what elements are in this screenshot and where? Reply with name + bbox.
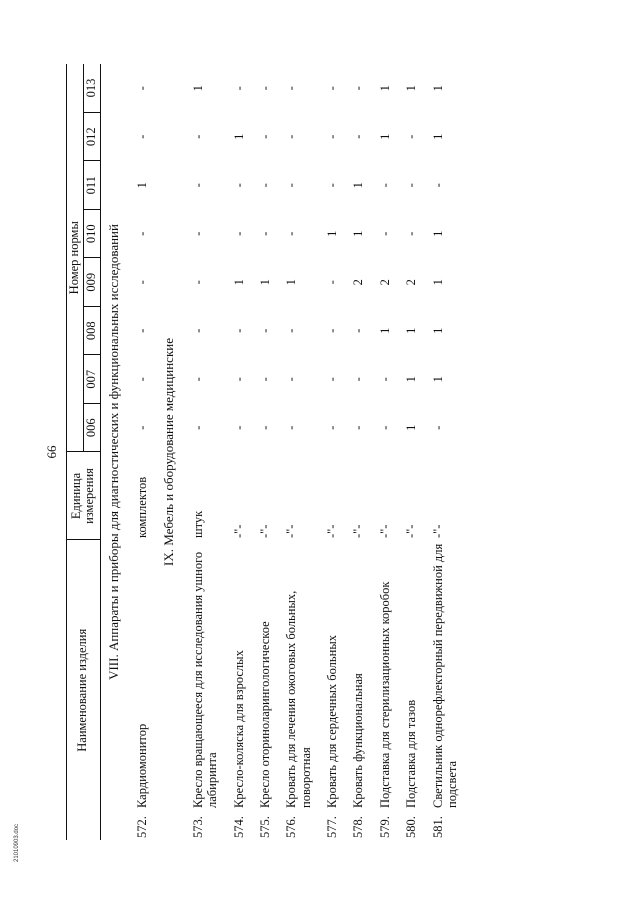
norm-value: 1: [430, 85, 445, 92]
norm-value: -: [284, 134, 299, 139]
norm-value: 1: [377, 327, 392, 334]
norm-value: -: [190, 377, 205, 382]
norm-value: -: [325, 425, 339, 430]
norm-value: -: [377, 425, 392, 430]
table-row: [425, 64, 466, 840]
section-title: IX. Мебель и оборудование медицинские: [160, 338, 176, 566]
norm-value: -: [231, 377, 246, 382]
item-number: 579.: [377, 816, 392, 838]
norm-value: 2: [377, 279, 392, 286]
norm-value: 1: [430, 279, 445, 286]
item-number: 577.: [325, 816, 339, 838]
item-name: Подставка для стерилизационных коробок: [377, 581, 392, 808]
table-row: [252, 64, 278, 840]
table-row: [278, 64, 319, 840]
norm-value: 1: [135, 182, 150, 189]
norm-value: -: [377, 183, 392, 188]
norm-value: 1: [404, 327, 419, 334]
item-name-cell: [372, 540, 398, 840]
norm-value: -: [377, 231, 392, 236]
section-title: VIII. Аппараты и приборы для диагностических и функциональных исследований: [105, 224, 121, 680]
item-unit: -"-: [284, 524, 299, 538]
norm-value: -: [231, 425, 246, 430]
table-row: [319, 64, 345, 840]
norm-value: 1: [351, 230, 366, 237]
item-number: 576.: [284, 816, 299, 838]
item-unit: -"-: [430, 524, 445, 538]
item-unit: -"-: [351, 524, 366, 538]
norm-value: 1: [231, 279, 246, 286]
table-row: [345, 64, 371, 840]
norm-value: -: [404, 183, 419, 188]
norm-value: -: [325, 183, 339, 188]
item-name: Светильник однорефлекторный передвижной для подсвета: [430, 543, 459, 808]
norm-code: 008: [83, 307, 100, 356]
norm-code: 013: [83, 64, 100, 113]
norm-code: 012: [83, 113, 100, 162]
item-number: 572.: [135, 816, 150, 838]
norm-value: 1: [377, 85, 392, 92]
table-row: [372, 64, 398, 840]
item-name-cell: [345, 540, 371, 840]
norm-value: 1: [190, 85, 205, 92]
table-row: [129, 64, 155, 840]
norm-value: -: [430, 425, 445, 430]
table-row: [398, 64, 424, 840]
item-unit: комплектов: [135, 476, 150, 538]
norm-value: 1: [257, 279, 272, 286]
norm-value: 1: [404, 424, 419, 431]
norm-value: -: [257, 183, 272, 188]
norm-value: -: [284, 231, 299, 236]
norm-value: -: [135, 86, 150, 91]
norm-code: 007: [83, 355, 100, 404]
norm-value: -: [190, 183, 205, 188]
norm-value: -: [190, 134, 205, 139]
norm-value: -: [135, 377, 150, 382]
norm-value: -: [231, 328, 246, 333]
table-row: [226, 64, 252, 840]
item-name-cell: [129, 540, 155, 840]
item-name: Кардиомонитор: [135, 723, 150, 808]
norm-value: -: [135, 280, 150, 285]
item-name: Кровать для сердечных больных: [325, 635, 339, 808]
header-unit: Единица измерения: [67, 452, 101, 540]
norm-value: -: [351, 425, 366, 430]
norm-value: -: [284, 183, 299, 188]
item-number: 581.: [430, 816, 445, 838]
norm-value: -: [257, 134, 272, 139]
norm-value: -: [351, 328, 366, 333]
norm-value: -: [284, 86, 299, 91]
norm-value: 1: [430, 230, 445, 237]
item-name: Кровать для лечения ожоговых больных, поворотная: [284, 590, 313, 808]
norm-value: -: [231, 231, 246, 236]
item-name: Кресло оториноларингологическое: [257, 621, 272, 808]
norm-value: -: [284, 425, 299, 430]
item-name-cell: [278, 540, 319, 840]
norm-value: -: [325, 86, 339, 91]
norm-value: -: [284, 328, 299, 333]
norm-value: 1: [430, 327, 445, 334]
header-norm-group: Номер нормы: [67, 64, 84, 452]
item-name-cell: [398, 540, 424, 840]
norm-value: -: [135, 231, 150, 236]
item-name: Кровать функциональная: [351, 673, 366, 808]
norm-value: -: [257, 231, 272, 236]
header-name: Наименование изделия: [67, 540, 101, 840]
item-unit: -"-: [377, 524, 392, 538]
section-row: [156, 64, 185, 840]
norm-value: -: [284, 377, 299, 382]
norm-value: 1: [404, 85, 419, 92]
item-number: 574.: [231, 816, 246, 838]
item-number: 578.: [351, 816, 366, 838]
norm-code: 006: [83, 404, 100, 453]
item-name-cell: [425, 540, 466, 840]
norm-value: 1: [325, 230, 339, 237]
rotated-document: [40, 52, 600, 852]
norm-code: 010: [83, 210, 100, 259]
item-name: Кресло-коляска для взрослых: [231, 650, 246, 808]
item-unit: -"-: [325, 524, 339, 538]
norm-value: 1: [231, 133, 246, 140]
item-name: Подставка для тазов: [404, 699, 419, 808]
norm-value: 1: [284, 279, 299, 286]
norm-value: -: [135, 134, 150, 139]
item-name: Кресло вращающееся для исследования ушного лабиринта: [190, 551, 220, 808]
norm-value: -: [257, 377, 272, 382]
norm-value: -: [257, 328, 272, 333]
norm-value: -: [377, 377, 392, 382]
item-unit: штук: [190, 510, 205, 538]
norm-value: 1: [430, 133, 445, 140]
section-row: [100, 64, 129, 840]
item-name-cell: [319, 540, 345, 840]
item-unit: -"-: [257, 524, 272, 538]
norm-value: 1: [404, 376, 419, 383]
norm-value: -: [257, 86, 272, 91]
item-name-cell: [226, 540, 252, 840]
norm-value: 2: [351, 279, 366, 286]
norm-value: 1: [377, 133, 392, 140]
norm-value: 1: [351, 182, 366, 189]
file-name-footer: 21010903.doc: [14, 823, 20, 862]
norm-code: 009: [83, 258, 100, 307]
norm-value: -: [325, 377, 339, 382]
table-row: [185, 64, 226, 840]
norm-value: -: [404, 231, 419, 236]
norm-value: -: [430, 183, 445, 188]
norm-value: -: [190, 280, 205, 285]
norm-value: -: [231, 183, 246, 188]
norm-value: -: [257, 425, 272, 430]
norm-value: 1: [430, 376, 445, 383]
norm-value: -: [190, 425, 205, 430]
norm-value: -: [190, 231, 205, 236]
norm-value: -: [351, 86, 366, 91]
norm-value: -: [404, 134, 419, 139]
norm-value: -: [351, 134, 366, 139]
item-unit: -"-: [404, 524, 419, 538]
norm-value: -: [190, 328, 205, 333]
norm-value: 2: [404, 279, 419, 286]
norm-value: -: [351, 377, 366, 382]
item-name-cell: [185, 540, 226, 840]
norm-value: -: [325, 328, 339, 333]
norms-table: [66, 64, 465, 840]
item-number: 580.: [404, 816, 419, 838]
norm-value: -: [325, 280, 339, 285]
norm-value: -: [135, 425, 150, 430]
item-number: 573.: [190, 816, 205, 838]
item-number: 575.: [257, 816, 272, 838]
page-number: 66: [44, 445, 59, 459]
norm-value: -: [135, 328, 150, 333]
item-name-cell: [252, 540, 278, 840]
item-unit: -"-: [231, 524, 246, 538]
norm-value: -: [325, 134, 339, 139]
norm-code: 011: [83, 161, 100, 210]
norm-value: -: [231, 86, 246, 91]
